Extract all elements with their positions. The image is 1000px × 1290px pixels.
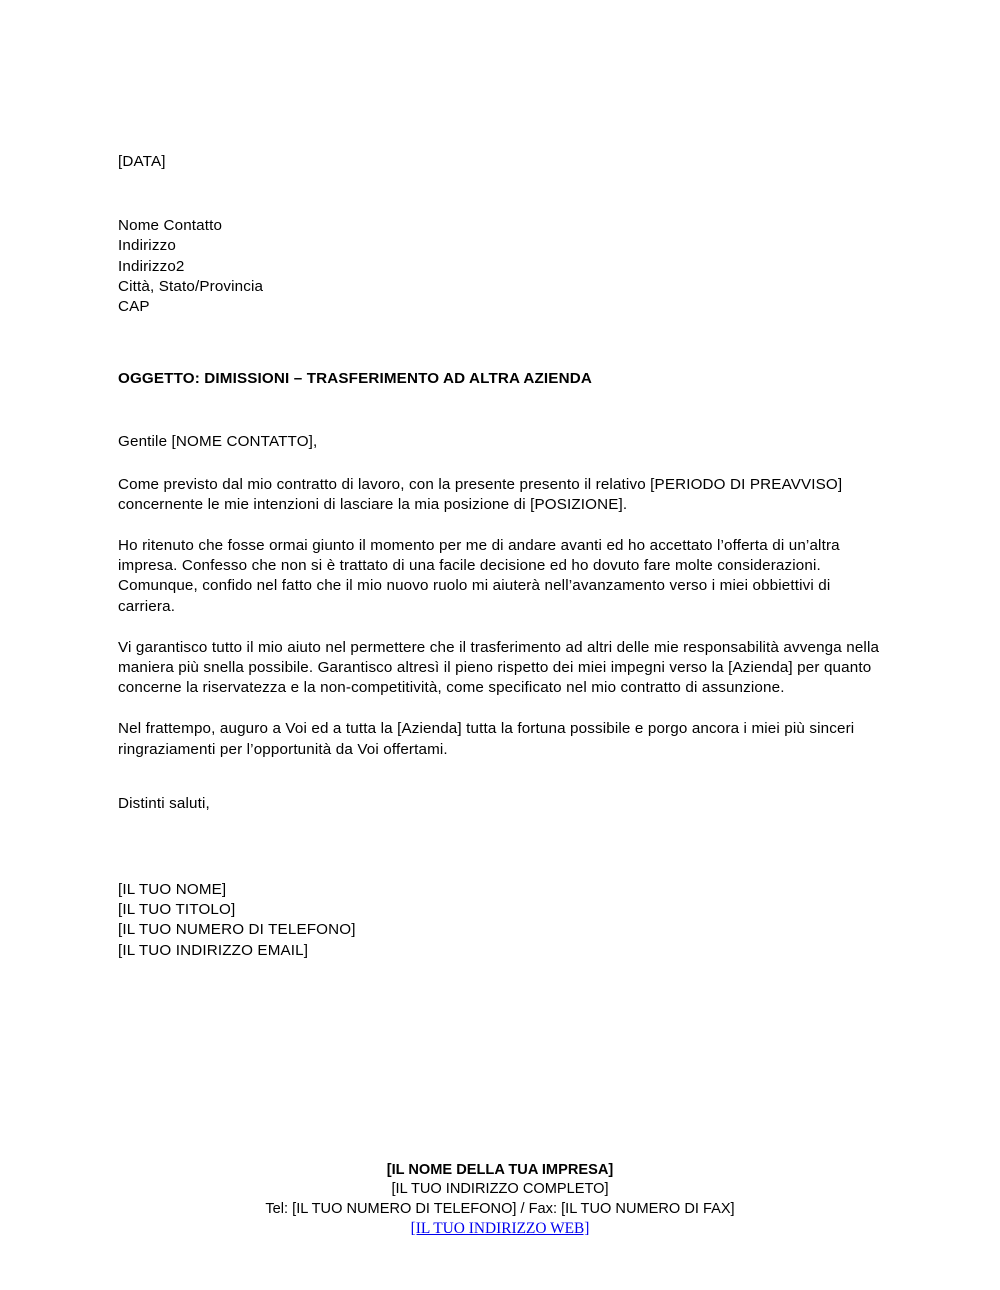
spacer-address-subject — [118, 317, 890, 369]
recipient-postal-code: CAP — [118, 298, 150, 316]
date-block — [118, 152, 890, 172]
spacer-greeting-body — [118, 453, 890, 475]
footer-website-link[interactable]: [IL TUO INDIRIZZO WEB] — [410, 1220, 590, 1238]
closing-salutation: Distinti saluti, — [118, 794, 210, 812]
signature-phone: [IL TUO NUMERO DI TELEFONO] — [118, 921, 356, 939]
page-footer — [0, 1161, 1000, 1240]
recipient-city-state: Città, Stato/Provincia — [118, 277, 264, 295]
body-paragraph-4: Nel frattempo, auguro a Voi ed a tutta la [Azienda] tutta la fortuna possibile e porgo ancora i miei più sinceri ringraziamenti per l’opportunità da Voi offertami. — [118, 720, 855, 758]
subject-line: OGGETTO: DIMISSIONI – TRASFERIMENTO AD ALTRA AZIENDA — [118, 370, 592, 388]
letter-body — [118, 152, 890, 961]
footer-website-row — [0, 1219, 1000, 1239]
body-paragraph-2: Ho ritenuto che fosse ormai giunto il momento per me di andare avanti ed ho accettato l’offerta di un’altra impresa. Confesso che non si è trattato di una facile decisione ed ho dovuto fare molte considerazioni. Comunque, confido nel fatto che il mio nuovo ruolo mi aiuterà nell’avanzamento verso i miei obbiettivi di carriera. — [118, 537, 840, 615]
recipient-address-block — [118, 216, 890, 317]
footer-address: [IL TUO INDIRIZZO COMPLETO] — [391, 1181, 609, 1198]
recipient-address2: Indirizzo2 — [118, 257, 185, 275]
body-paragraph-1: Come previsto dal mio contratto di lavoro, con la presente presento il relativo [PERIODO DI PREAVVISO] concernente le mie intenzioni di lasciare la mia posizione di [POSIZIONE]. — [118, 475, 843, 513]
footer-company-name: [IL NOME DELLA TUA IMPRESA] — [386, 1162, 614, 1178]
salutation: Gentile [NOME CONTATTO], — [118, 433, 318, 451]
body-paragraph-3: Vi garantisco tutto il mio aiuto nel permettere che il trasferimento ad altri delle mie responsabilità avvenga nella maniera più snella possibile. Garantisco altresì il pieno rispetto dei miei impegni verso la [Azienda] per quanto concerne la riservatezza e la non-competitività, come specificato nel mio contratto di assunzione. — [118, 638, 880, 697]
recipient-address1: Indirizzo — [118, 237, 176, 255]
signature-block — [118, 880, 890, 961]
date-placeholder: [DATA] — [118, 153, 166, 170]
signature-space — [118, 814, 890, 880]
signature-title: [IL TUO TITOLO] — [118, 901, 236, 919]
spacer-body-closing — [118, 760, 890, 794]
spacer-subject-greeting — [118, 389, 890, 432]
signature-name: [IL TUO NOME] — [118, 881, 227, 899]
spacer-paragraph-2-3 — [118, 617, 890, 638]
spacer-date-address — [118, 172, 890, 216]
spacer-paragraph-1-2 — [118, 515, 890, 536]
footer-contact: Tel: [IL TUO NUMERO DI TELEFONO] / Fax: [IL TUO NUMERO DI FAX] — [265, 1200, 735, 1217]
recipient-name: Nome Contatto — [118, 217, 223, 235]
signature-email: [IL TUO INDIRIZZO EMAIL] — [118, 941, 309, 959]
spacer-paragraph-3-4 — [118, 698, 890, 719]
